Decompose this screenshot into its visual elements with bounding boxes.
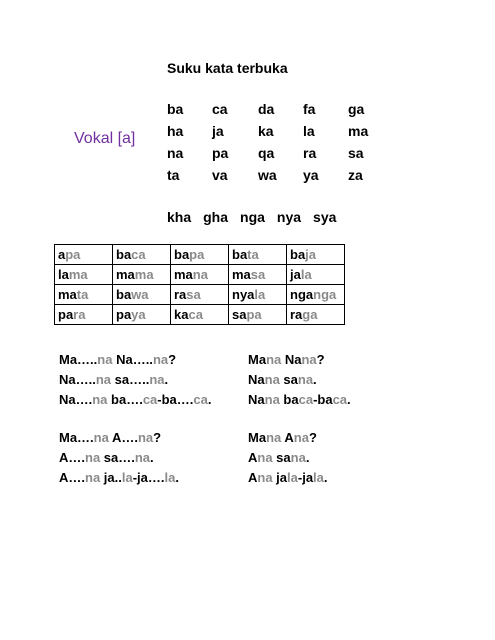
sentence-segment: Ma (248, 352, 267, 367)
syllable-row (167, 145, 393, 167)
sentence-segment: na (297, 372, 314, 387)
word-first-syllable: ka (174, 307, 189, 322)
sentence-segment: na (149, 372, 165, 387)
sentence-segment: ca (298, 392, 314, 407)
word-second-syllable: ja (305, 247, 317, 262)
sentence-segment: na (290, 450, 306, 465)
syllable: ja (212, 123, 224, 139)
sentence-segment: -ja (297, 470, 314, 485)
sentence-segment: na (266, 352, 282, 367)
word-second-syllable: ga (302, 307, 318, 322)
sentence-segment: ca (193, 392, 208, 407)
word-second-syllable: pa (246, 307, 262, 322)
syllable: na (167, 145, 184, 161)
word-second-syllable: pa (189, 247, 205, 262)
word-first-syllable: nga (290, 287, 314, 302)
sentence-segment: Na (248, 392, 265, 407)
sentence-segment: ? (308, 430, 317, 445)
word-cell (55, 265, 113, 285)
word-table-row (55, 265, 345, 285)
word-cell (171, 285, 229, 305)
sentence-segment: sa….. (111, 372, 150, 387)
word-cell (55, 305, 113, 325)
word-first-syllable: ma (58, 287, 77, 302)
word-first-syllable: a (58, 247, 66, 262)
consonant-cluster-row (167, 209, 348, 225)
word-second-syllable: la (254, 287, 266, 302)
sentence-line (248, 392, 351, 412)
word-cell (171, 265, 229, 285)
sentence-segment: Ma…. (59, 430, 94, 445)
sentence-line (248, 352, 351, 372)
syllable: ca (212, 101, 228, 117)
sentence-segment: . (313, 372, 317, 387)
sentence-line (59, 450, 179, 470)
sentence-line (248, 430, 328, 450)
syllable: ta (167, 167, 180, 183)
sentence-block-1-answers (248, 352, 351, 412)
syllable: ya (303, 167, 319, 183)
sentence-segment: Ma….. (59, 352, 98, 367)
word-second-syllable: ra (73, 307, 86, 322)
word-cell (229, 265, 287, 285)
sentence-segment: A…. (108, 430, 138, 445)
sentence-segment: -ba (313, 392, 333, 407)
sentence-segment: ja (272, 470, 288, 485)
sentence-segment: . (150, 450, 154, 465)
word-first-syllable: pa (58, 307, 74, 322)
vokal-label: Vokal [a] (74, 130, 136, 147)
sentence-segment: ca (332, 392, 348, 407)
word-first-syllable: ba (116, 287, 132, 302)
word-second-syllable: la (300, 267, 312, 282)
consonant-cluster: sya (313, 209, 337, 225)
word-first-syllable: ma (174, 267, 193, 282)
syllable: ka (258, 123, 274, 139)
word-cell (171, 245, 229, 265)
sentence-segment: na (301, 352, 317, 367)
sentence-segment: ba…. (107, 392, 143, 407)
sentence-block-2-answers (248, 430, 328, 490)
sentence-segment: na (264, 372, 280, 387)
sentence-segment: sa…. (100, 450, 135, 465)
word-cell (229, 245, 287, 265)
word-table-row (55, 285, 345, 305)
word-cell (55, 245, 113, 265)
consonant-cluster: gha (203, 209, 229, 225)
syllable: pa (212, 145, 229, 161)
word-first-syllable: ja (290, 267, 301, 282)
sentence-segment: na (134, 450, 151, 465)
sentence-segment: A (248, 450, 258, 465)
syllable: va (212, 167, 228, 183)
word-first-syllable: ba (174, 247, 190, 262)
word-second-syllable: na (192, 267, 208, 282)
word-cell (287, 265, 345, 285)
word-first-syllable: ma (116, 267, 135, 282)
sentence-line (59, 430, 179, 450)
sentence-segment: ca (142, 392, 158, 407)
sentence-line (59, 392, 212, 412)
word-first-syllable: pa (116, 307, 132, 322)
word-first-syllable: ra (174, 287, 187, 302)
consonant-cluster: kha (167, 209, 192, 225)
word-table-row (55, 245, 345, 265)
word-cell (113, 245, 171, 265)
sentence-segment: sa (279, 372, 298, 387)
word-second-syllable: sa (186, 287, 201, 302)
word-second-syllable: nga (313, 287, 337, 302)
sentence-line (248, 372, 351, 392)
sentence-segment: -ja…. (132, 470, 165, 485)
sentence-segment: . (323, 470, 328, 485)
sentence-segment: na (85, 470, 101, 485)
sentence-segment: na (264, 392, 280, 407)
syllable: ha (167, 123, 184, 139)
word-second-syllable: ta (247, 247, 259, 262)
syllable: ba (167, 101, 184, 117)
word-second-syllable: ta (76, 287, 89, 302)
sentence-segment: A…. (59, 450, 85, 465)
consonant-cluster: nya (276, 209, 302, 225)
word-cell (287, 245, 345, 265)
consonant-cluster: nga (240, 209, 265, 225)
word-table-row (55, 305, 345, 325)
sentence-segment: na (257, 450, 273, 465)
word-first-syllable: nya (232, 287, 255, 302)
sentence-segment: na (257, 470, 273, 485)
sentence-block-1-prompts (59, 352, 212, 412)
syllable: la (303, 123, 315, 139)
sentence-line (59, 372, 212, 392)
sentence-segment: sa (272, 450, 291, 465)
sentence-segment: ? (153, 430, 162, 445)
word-second-syllable: ca (188, 307, 203, 322)
syllable: ra (303, 145, 317, 161)
word-cell (113, 265, 171, 285)
sentence-segment: Ma (248, 430, 267, 445)
word-second-syllable: ca (131, 247, 146, 262)
syllable: da (258, 101, 275, 117)
sentence-segment: . (207, 392, 212, 407)
sentence-segment: na (95, 372, 112, 387)
word-second-syllable: sa (250, 267, 266, 282)
sentence-segment: na (152, 352, 169, 367)
sentence-segment: Na….. (112, 352, 153, 367)
sentence-segment: A…. (59, 470, 85, 485)
sentence-segment: A (248, 470, 258, 485)
word-cell (171, 305, 229, 325)
word-second-syllable: pa (65, 247, 81, 262)
sentence-segment: la (164, 470, 176, 485)
word-table (54, 244, 345, 325)
sentence-segment: . (175, 470, 179, 485)
syllable: fa (303, 101, 316, 117)
sentence-segment: . (347, 392, 351, 407)
word-first-syllable: ra (290, 307, 303, 322)
page-title: Suku kata terbuka (167, 60, 288, 76)
sentence-block-2-prompts (59, 430, 179, 490)
sentence-segment: na (85, 450, 101, 465)
word-cell (229, 305, 287, 325)
sentence-line (248, 450, 328, 470)
syllable: ga (348, 101, 365, 117)
syllable: sa (348, 145, 364, 161)
sentence-segment: . (164, 372, 169, 387)
word-second-syllable: wa (131, 287, 149, 302)
syllable-row (167, 123, 393, 145)
sentence-segment: la (313, 470, 324, 485)
word-first-syllable: ba (290, 247, 306, 262)
sentence-segment: Na…. (59, 392, 93, 407)
sentence-segment: ? (168, 352, 177, 367)
sentence-segment: na (137, 430, 154, 445)
word-second-syllable: ya (131, 307, 146, 322)
sentence-segment: na (93, 430, 109, 445)
word-cell (229, 285, 287, 305)
syllable: qa (258, 145, 275, 161)
word-cell (55, 285, 113, 305)
sentence-segment: . (305, 450, 310, 465)
syllable-row (167, 101, 393, 123)
sentence-line (59, 470, 179, 490)
syllable: ma (348, 123, 369, 139)
sentence-segment: ? (316, 352, 325, 367)
word-cell (113, 285, 171, 305)
sentence-segment: na (266, 430, 282, 445)
sentence-segment: la (121, 470, 133, 485)
syllable-row (167, 167, 393, 189)
sentence-segment: na (92, 392, 108, 407)
word-second-syllable: ma (134, 267, 154, 282)
word-first-syllable: ba (232, 247, 248, 262)
sentence-segment: na (293, 430, 309, 445)
syllable: wa (258, 167, 277, 183)
word-first-syllable: ba (116, 247, 132, 262)
word-cell (287, 305, 345, 325)
sentence-segment: ba (279, 392, 299, 407)
syllable-grid (167, 101, 393, 189)
sentence-line (248, 470, 328, 490)
sentence-segment: Na (281, 352, 302, 367)
sentence-segment: Na….. (59, 372, 96, 387)
word-first-syllable: sa (232, 307, 247, 322)
syllable: za (348, 167, 363, 183)
sentence-segment: -ba…. (157, 392, 194, 407)
sentence-line (59, 352, 212, 372)
word-second-syllable: ma (68, 267, 88, 282)
sentence-segment: na (97, 352, 113, 367)
sentence-segment: ja.. (100, 470, 122, 485)
sentence-segment: A (281, 430, 294, 445)
word-cell (113, 305, 171, 325)
sentence-segment: Na (248, 372, 265, 387)
word-cell (287, 285, 345, 305)
sentence-segment: la (287, 470, 298, 485)
word-first-syllable: ma (232, 267, 251, 282)
word-first-syllable: la (58, 267, 69, 282)
